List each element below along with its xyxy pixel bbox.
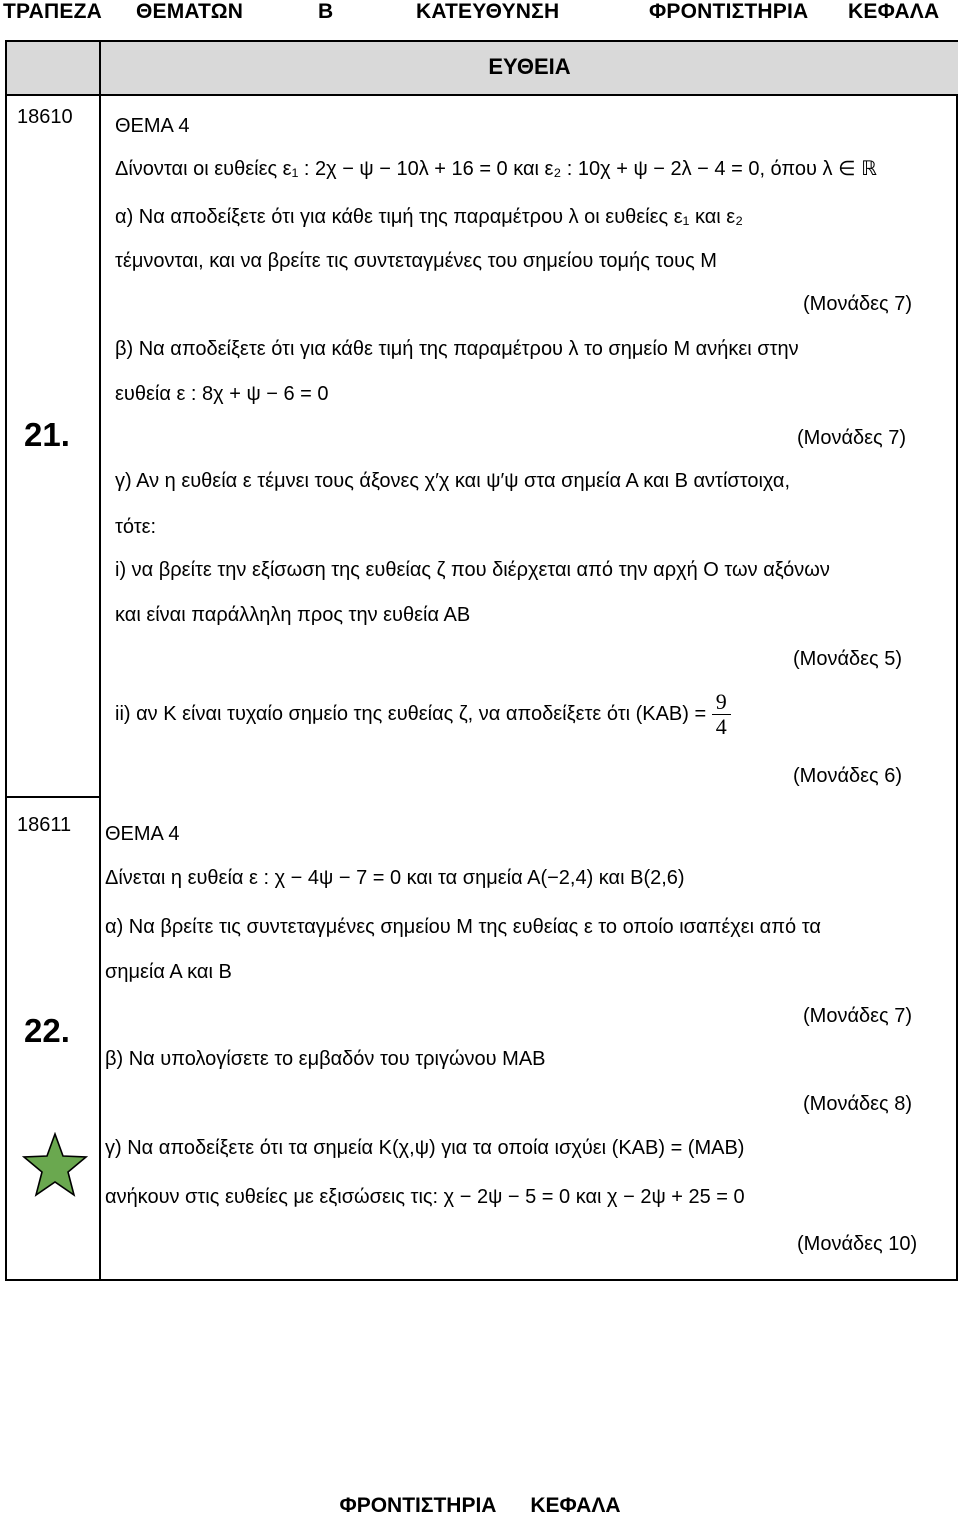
header-word: ΘΕΜΑΤΩΝ	[136, 0, 244, 23]
header-word: ΤΡΑΠΕΖΑ	[3, 0, 103, 23]
page-header	[0, 0, 960, 26]
question-c-line2: ανήκουν στις ευθείες με εξισώσεις τις: χ − 2ψ − 5 = 0 και χ − 2ψ + 25 = 0	[105, 1186, 745, 1208]
column-divider	[99, 42, 101, 1279]
points-label: (Μονάδες 6)	[793, 765, 903, 787]
problem-given: Δίνεται η ευθεία ε : χ − 4ψ − 7 = 0 και τα σημεία Α(−2,4) και Β(2,6)	[105, 867, 685, 889]
star-icon	[22, 1132, 88, 1198]
problem-id: 18610	[17, 106, 73, 128]
question-cii-text: ii) αν Κ είναι τυχαίο σημείο της ευθείας ζ, να αποδείξετε ότι (ΚΑΒ) =	[115, 702, 707, 725]
page-footer	[0, 1494, 960, 1515]
problem-id: 18611	[17, 814, 72, 836]
points-label: (Μονάδες 8)	[803, 1093, 913, 1115]
question-ci-line1: i) να βρείτε την εξίσωση της ευθείας ζ που διέρχεται από την αρχή Ο των αξόνων	[115, 559, 830, 581]
problem-number: 21.	[24, 416, 70, 453]
title-cell-left	[7, 42, 99, 94]
question-c-line1: γ) Να αποδείξετε ότι τα σημεία Κ(χ,ψ) για τα οποία ισχύει (ΚΑΒ) = (ΜΑΒ)	[105, 1137, 745, 1159]
question-ci-line2: και είναι παράλληλη προς την ευθεία ΑΒ	[115, 604, 471, 626]
header-word: ΚΕΦΑΛΑ	[848, 0, 940, 23]
sheet-title: ΕΥΘΕΙΑ	[488, 54, 571, 79]
problem-theme: ΘΕΜΑ 4	[115, 115, 190, 137]
fraction-denominator: 4	[715, 714, 727, 739]
question-a-line1: α) Να αποδείξετε ότι για κάθε τιμή της παραμέτρου λ οι ευθείες ε₁ και ε₂	[115, 206, 743, 228]
question-a-line2: σημεία Α και Β	[105, 961, 232, 983]
points-label: (Μονάδες 7)	[803, 1005, 913, 1027]
points-label: (Μονάδες 7)	[803, 293, 913, 315]
question-b-line2: ευθεία ε : 8χ + ψ − 6 = 0	[115, 383, 329, 405]
points-label: (Μονάδες 10)	[797, 1233, 918, 1255]
header-word: Β	[318, 0, 334, 23]
problem-given: Δίνονται οι ευθείες ε₁ : 2χ − ψ − 10λ + 16 = 0 και ε₂ : 10χ + ψ − 2λ − 4 = 0, όπου λ ∈ ℝ	[115, 158, 877, 180]
row-divider	[7, 796, 99, 798]
points-label: (Μονάδες 7)	[797, 427, 907, 449]
footer-word: ΚΕΦΑΛΑ	[530, 1494, 621, 1515]
fraction-numerator: 9	[712, 690, 731, 715]
question-a-line1: α) Να βρείτε τις συντεταγμένες σημείου Μ της ευθείας ε το οποίο ισαπέχει από τα	[105, 916, 821, 938]
problem-number: 22.	[24, 1012, 70, 1049]
problem-table	[5, 40, 958, 1281]
question-c-line2: τότε:	[115, 516, 157, 538]
fraction	[712, 690, 731, 739]
question-a-line2: τέμνονται, και να βρείτε τις συντεταγμένες του σημείου τομής τους Μ	[115, 250, 717, 272]
header-word: ΚΑΤΕΥΘΥΝΣΗ	[416, 0, 560, 23]
footer-word: ΦΡΟΝΤΙΣΤΗΡΙΑ	[339, 1494, 497, 1515]
question-b-line1: β) Να υπολογίσετε το εμβαδόν του τριγώνου ΜΑΒ	[105, 1048, 546, 1070]
question-c-line1: γ) Αν η ευθεία ε τέμνει τους άξονες χ′χ και ψ′ψ στα σημεία Α και Β αντίστοιχα,	[115, 470, 791, 492]
row-divider	[7, 94, 958, 96]
question-cii	[115, 690, 731, 739]
points-label: (Μονάδες 5)	[793, 648, 903, 670]
question-b-line1: β) Να αποδείξετε ότι για κάθε τιμή της παραμέτρου λ το σημείο Μ ανήκει στην	[115, 338, 799, 360]
problem-theme: ΘΕΜΑ 4	[105, 823, 180, 845]
header-word: ΦΡΟΝΤΙΣΤΗΡΙΑ	[649, 0, 809, 23]
